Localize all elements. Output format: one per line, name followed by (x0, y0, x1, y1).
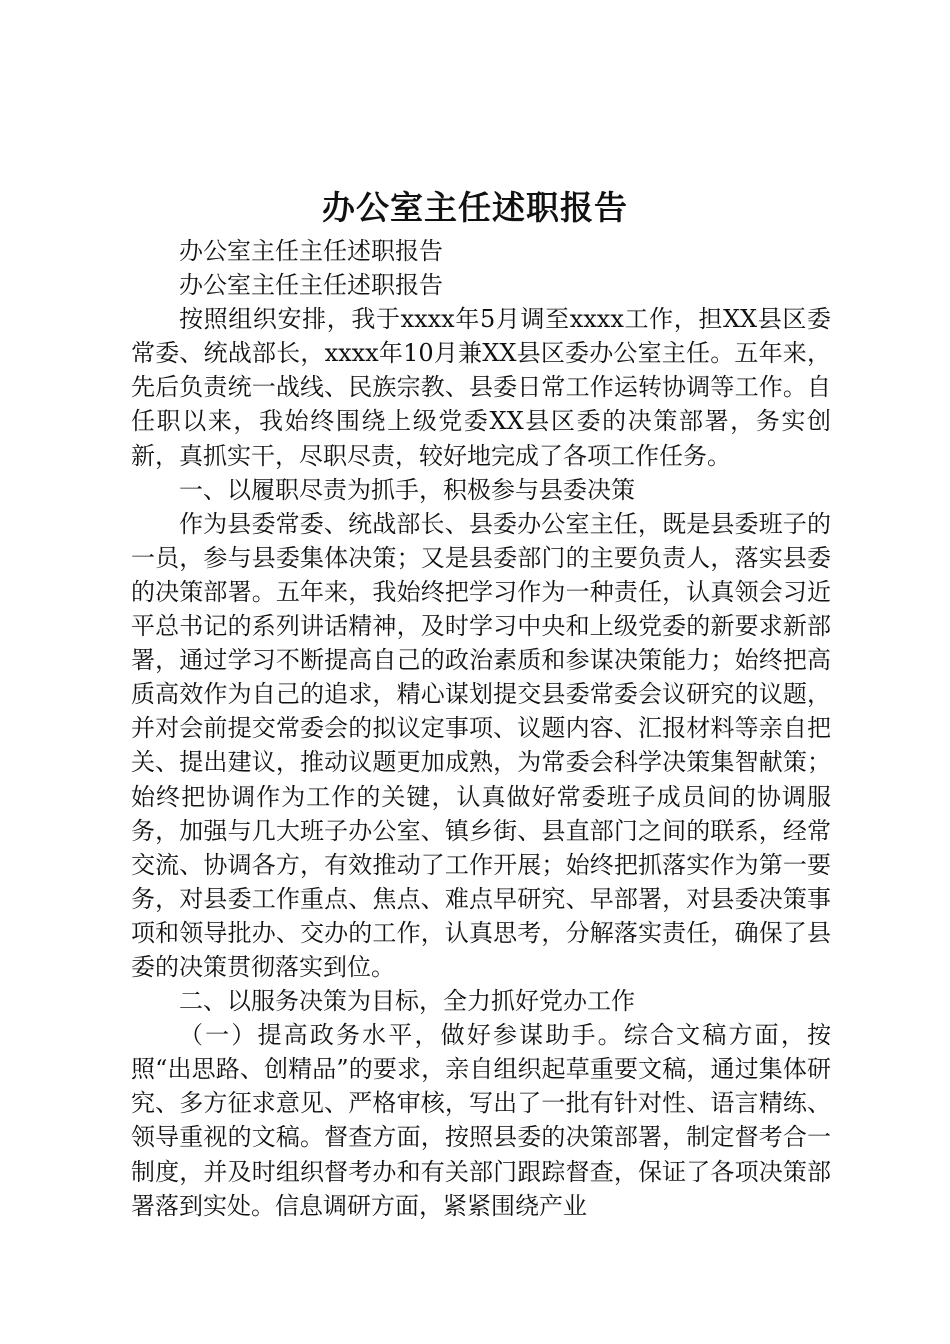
paragraph-subtitle-1: 办公室主任主任述职报告 (179, 237, 443, 265)
paragraph-section-1: 作为县委常委、统战部长、县委办公室主任，既是县委班子的一员，参与县委集体决策；又是县委部门的主要负责人，落实县委的决策部署。五年来，我始终把学习作为一种责任，认真领会习近平总书记的系列讲话精神，及时学习中央和上级党委的新要求新部署，通过学习不断提高自己的政治素质和参谋决策能力；始终把高质高效作为自己的追求，精心谋划提交县委常委会议研究的议题，并对会前提交常委会的拟议定事项、议题内容、汇报材料等亲自把关、提出建议，推动议题更加成熟，为常委会科学决策集智献策；始终把协调作为工作的关键，认真做好常委班子成员间的协调服务，加强与几大班子办公室、镇乡街、县直部门之间的联系，经常交流、协调各方，有效推动了工作开展；始终把抓落实作为第一要务，对县委工作重点、焦点、难点早研究、早部署，对县委决策事项和领导批办、交办的工作，认真思考，分解落实责任，确保了县委的决策贯彻落实到位。 (131, 509, 831, 981)
paragraph-section-2-1: （一）提高政务水平，做好参谋助手。综合文稿方面，按照“出思路、创精品”的要求，亲自组织起草重要文稿，通过集体研究、多方征求意见、严格审核，写出了一批有针对性、语言精练、领导重视的文稿。督查方面，按照县委的决策部署，制定督考合一制度，并及时组织督考办和有关部门跟踪督查，保证了各项决策部署落到实处。信息调研方面，紧紧围绕产业 (131, 1021, 831, 1220)
section-heading-1: 一、以履职尽责为抓手，积极参与县委决策 (179, 475, 635, 504)
paragraph-subtitle-2: 办公室主任主任述职报告 (179, 271, 443, 300)
document-body (131, 234, 831, 1223)
section-heading-2: 二、以服务决策为目标，全力抓好党办工作 (179, 987, 635, 1016)
paragraph-intro: 按照组织安排，我于xxxx年5月调至xxxx工作，担XX县区委常委、统战部长，xxxx年10月兼XX县区委办公室主任。五年来，先后负责统一战线、民族宗教、县委日常工作运转协调等工作。自任职以来，我始终围绕上级党委XX县区委的决策部署，务实创新，真抓实干，尽职尽责，较好地完成了各项工作任务。 (131, 305, 831, 470)
document-title: 办公室主任述职报告 (322, 188, 628, 227)
